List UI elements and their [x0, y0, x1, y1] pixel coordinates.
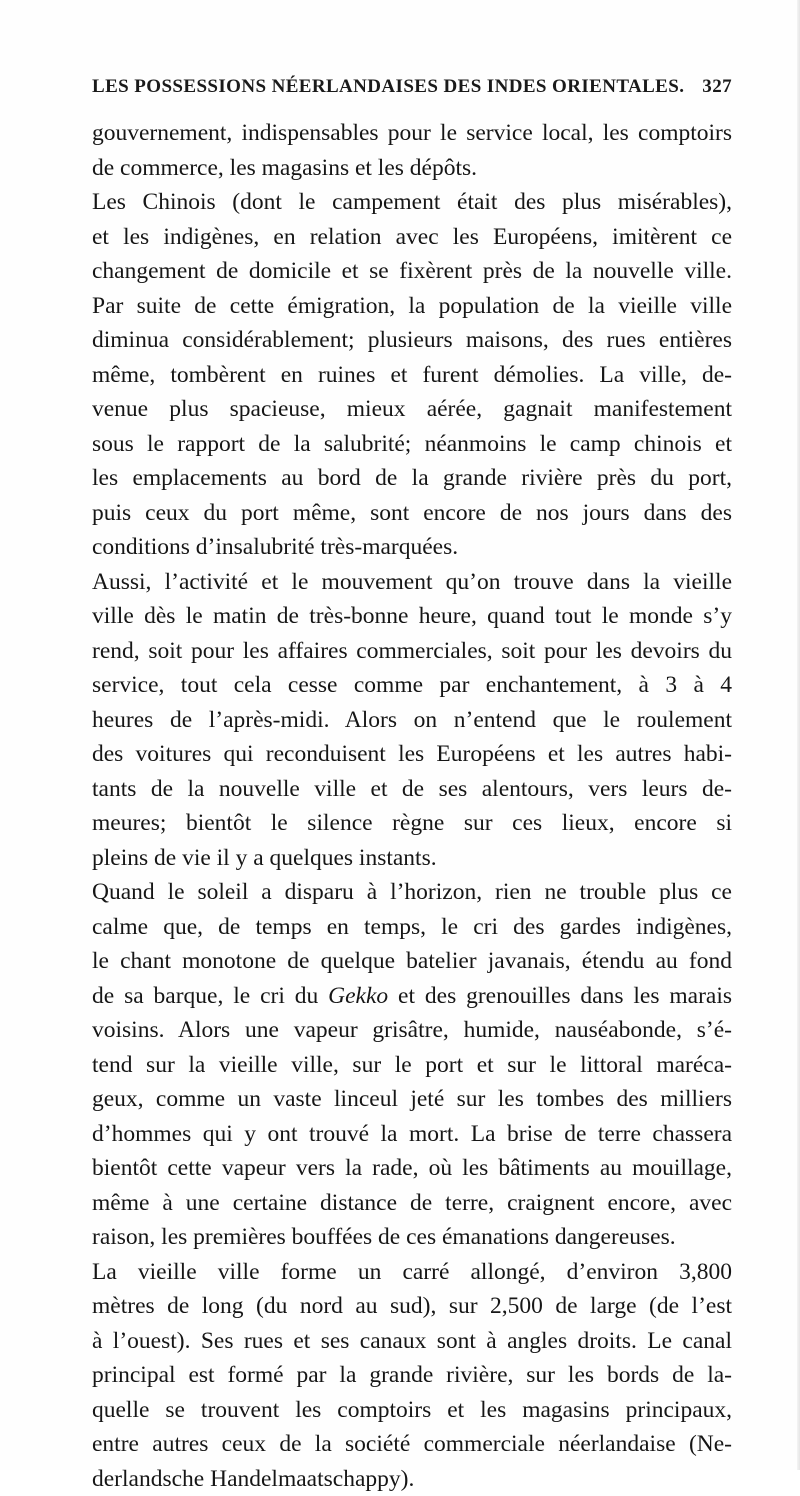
text-line: service, tout cela cesse comme par enchantement, à 3 à 4: [92, 668, 732, 703]
text-line: tend sur la vieille ville, sur le port et sur le littoral maréca-: [92, 1048, 732, 1083]
italic-term: Gekko: [328, 983, 388, 1009]
text-line: geux, comme un vaste linceul jeté sur les tombes des milliers: [92, 1082, 732, 1117]
text-line: voisins. Alors une vapeur grisâtre, humide, nauséabonde, s’é-: [92, 1013, 732, 1048]
text-line: quelle se trouvent les comptoirs et les magasins principaux,: [92, 1393, 732, 1428]
text-line: entre autres ceux de la société commerciale néerlandaise (Ne-: [92, 1427, 732, 1462]
text-line: ville dès le matin de très-bonne heure, quand tout le monde s’y: [92, 599, 732, 634]
text-line: gouvernement, indispensables pour le service local, les comptoirs: [92, 116, 732, 151]
text-line: calme que, de temps en temps, le cri des gardes indigènes,: [92, 910, 732, 945]
text-line: même, tombèrent en ruines et furent démolies. La ville, de-: [92, 358, 732, 393]
text-line: rend, soit pour les affaires commerciales, soit pour les devoirs du: [92, 634, 732, 669]
body-text: [92, 116, 732, 1496]
text-line: meures; bientôt le silence règne sur ces lieux, encore si: [92, 806, 732, 841]
text-line: à l’ouest). Ses rues et ses canaux sont à angles droits. Le canal: [92, 1324, 732, 1359]
running-head-title: LES POSSESSIONS NÉERLANDAISES DES INDES ORIENTALES.: [92, 76, 684, 98]
text-line: pleins de vie il y a quelques instants.: [92, 841, 732, 876]
text-line: principal est formé par la grande rivière, sur les bords de la-: [92, 1358, 732, 1393]
text-line: Les Chinois (dont le campement était des plus misérables),: [92, 185, 732, 220]
text-line: raison, les premières bouffées de ces émanations dangereuses.: [92, 1220, 732, 1255]
text-line: Par suite de cette émigration, la population de la vieille ville: [92, 289, 732, 324]
text-line: de sa barque, le cri du Gekko et des grenouilles dans les marais: [92, 979, 732, 1014]
text-line: d’hommes qui y ont trouvé la mort. La brise de terre chassera: [92, 1117, 732, 1152]
text-line: des voitures qui reconduisent les Européens et les autres habi-: [92, 737, 732, 772]
text-line: changement de domicile et se fixèrent près de la nouvelle ville.: [92, 254, 732, 289]
text-line: bientôt cette vapeur vers la rade, où les bâtiments au mouillage,: [92, 1151, 732, 1186]
text-line: de commerce, les magasins et les dépôts.: [92, 151, 732, 186]
running-head: [92, 76, 732, 102]
text-line: le chant monotone de quelque batelier javanais, étendu au fond: [92, 944, 732, 979]
text-line: Quand le soleil a disparu à l’horizon, rien ne trouble plus ce: [92, 875, 732, 910]
text-line: même à une certaine distance de terre, craignent encore, avec: [92, 1186, 732, 1221]
text-line: mètres de long (du nord au sud), sur 2,500 de large (de l’est: [92, 1289, 732, 1324]
text-line: heures de l’après-midi. Alors on n’entend que le roulement: [92, 703, 732, 738]
text-line: conditions d’insalubrité très-marquées.: [92, 530, 732, 565]
text-line: les emplacements au bord de la grande rivière près du port,: [92, 461, 732, 496]
text-line: La vieille ville forme un carré allongé, d’environ 3,800: [92, 1255, 732, 1290]
text-line: sous le rapport de la salubrité; néanmoins le camp chinois et: [92, 427, 732, 462]
text-line: Aussi, l’activité et le mouvement qu’on trouve dans la vieille: [92, 565, 732, 600]
page-number: 327: [702, 76, 732, 98]
text-line: venue plus spacieuse, mieux aérée, gagnait manifestement: [92, 392, 732, 427]
text-line: et les indigènes, en relation avec les Européens, imitèrent ce: [92, 220, 732, 255]
text-line: diminua considérablement; plusieurs maisons, des rues entières: [92, 323, 732, 358]
text-line: puis ceux du port même, sont encore de nos jours dans des: [92, 496, 732, 531]
text-line: derlandsche Handelmaatschappy).: [92, 1462, 732, 1496]
text-line: tants de la nouvelle ville et de ses alentours, vers leurs de-: [92, 772, 732, 807]
